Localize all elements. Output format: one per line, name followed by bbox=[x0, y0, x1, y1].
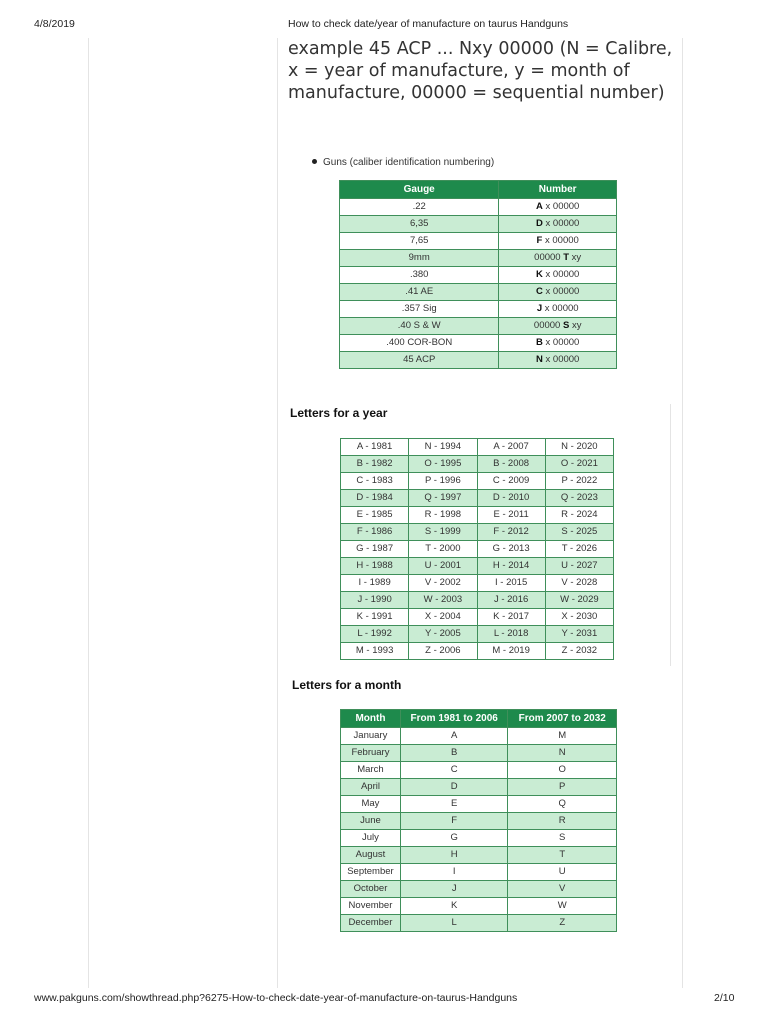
year-cell: U - 2001 bbox=[409, 558, 477, 575]
period2-letter-cell: M bbox=[508, 728, 617, 745]
year-cell: Q - 1997 bbox=[409, 490, 477, 507]
period2-letter-cell: V bbox=[508, 881, 617, 898]
year-cell: G - 2013 bbox=[477, 541, 545, 558]
year-cell: Y - 2005 bbox=[409, 626, 477, 643]
period1-letter-cell: D bbox=[400, 779, 508, 796]
gauge-cell: 9mm bbox=[340, 250, 499, 267]
gauge-cell: 7,65 bbox=[340, 233, 499, 250]
month-name-cell: May bbox=[341, 796, 401, 813]
gauge-cell: .40 S & W bbox=[340, 318, 499, 335]
month-column-header: Month bbox=[341, 710, 401, 728]
table-row bbox=[340, 199, 617, 216]
period1-letter-cell: J bbox=[400, 881, 508, 898]
period2-letter-cell: Q bbox=[508, 796, 617, 813]
year-cell: Y - 2031 bbox=[545, 626, 613, 643]
table-row bbox=[340, 250, 617, 267]
year-cell: C - 1983 bbox=[341, 473, 409, 490]
gauge-cell: 6,35 bbox=[340, 216, 499, 233]
period2-letter-cell: W bbox=[508, 898, 617, 915]
gauge-cell: .400 COR-BON bbox=[340, 335, 499, 352]
number-cell bbox=[499, 335, 617, 352]
number-prefix: 00000 bbox=[534, 252, 564, 263]
year-cell: V - 2028 bbox=[545, 575, 613, 592]
year-cell: C - 2009 bbox=[477, 473, 545, 490]
year-cell: Z - 2006 bbox=[409, 643, 477, 660]
table-row bbox=[341, 592, 614, 609]
table-row bbox=[340, 233, 617, 250]
gauge-cell: .41 AE bbox=[340, 284, 499, 301]
period1-letter-cell: K bbox=[400, 898, 508, 915]
month-name-cell: April bbox=[341, 779, 401, 796]
table-row bbox=[341, 558, 614, 575]
table-row bbox=[340, 301, 617, 318]
number-suffix: x 00000 bbox=[542, 354, 580, 365]
gauge-cell: 45 ACP bbox=[340, 352, 499, 369]
period1-letter-cell: E bbox=[400, 796, 508, 813]
caliber-bullet bbox=[312, 157, 494, 168]
period2-column-header: From 2007 to 2032 bbox=[508, 710, 617, 728]
number-suffix: x 00000 bbox=[542, 235, 579, 246]
period2-letter-cell: Z bbox=[508, 915, 617, 932]
bullet-dot-icon bbox=[312, 159, 317, 164]
number-column-header: Number bbox=[499, 181, 617, 199]
year-cell: X - 2004 bbox=[409, 609, 477, 626]
table-row bbox=[340, 318, 617, 335]
number-suffix: x 00000 bbox=[542, 286, 580, 297]
caliber-letter: K bbox=[536, 269, 543, 280]
period1-column-header: From 1981 to 2006 bbox=[400, 710, 508, 728]
period2-letter-cell: R bbox=[508, 813, 617, 830]
month-name-cell: August bbox=[341, 847, 401, 864]
year-cell: T - 2026 bbox=[545, 541, 613, 558]
month-name-cell: January bbox=[341, 728, 401, 745]
gauge-cell: .380 bbox=[340, 267, 499, 284]
year-cell: D - 2010 bbox=[477, 490, 545, 507]
year-cell: S - 2025 bbox=[545, 524, 613, 541]
year-cell: W - 2003 bbox=[409, 592, 477, 609]
month-name-cell: November bbox=[341, 898, 401, 915]
year-cell: B - 2008 bbox=[477, 456, 545, 473]
print-date: 4/8/2019 bbox=[34, 18, 75, 30]
period2-letter-cell: N bbox=[508, 745, 617, 762]
table-row bbox=[340, 335, 617, 352]
year-cell: X - 2030 bbox=[545, 609, 613, 626]
table-row bbox=[341, 762, 617, 779]
table-row bbox=[341, 524, 614, 541]
caliber-table-header bbox=[340, 181, 617, 199]
year-cell: F - 2012 bbox=[477, 524, 545, 541]
column-divider-right bbox=[682, 38, 683, 988]
year-cell: W - 2029 bbox=[545, 592, 613, 609]
year-cell: T - 2000 bbox=[409, 541, 477, 558]
table-row bbox=[341, 830, 617, 847]
period1-letter-cell: I bbox=[400, 864, 508, 881]
table-row bbox=[341, 541, 614, 558]
month-table-header bbox=[341, 710, 617, 728]
number-cell bbox=[499, 250, 617, 267]
print-url: www.pakguns.com/showthread.php?6275-How-to-check-date-year-of-manufacture-on-taurus-Handguns bbox=[34, 992, 518, 1004]
year-cell: O - 1995 bbox=[409, 456, 477, 473]
number-cell bbox=[499, 352, 617, 369]
month-letters-table bbox=[340, 709, 617, 932]
column-divider-content bbox=[277, 38, 278, 988]
year-cell: Z - 2032 bbox=[545, 643, 613, 660]
period1-letter-cell: H bbox=[400, 847, 508, 864]
period1-letter-cell: C bbox=[400, 762, 508, 779]
period1-letter-cell: G bbox=[400, 830, 508, 847]
year-cell: A - 1981 bbox=[341, 439, 409, 456]
period1-letter-cell: B bbox=[400, 745, 508, 762]
lead-paragraph: example 45 ACP ... Nxy 00000 (N = Calibre, x = year of manufacture, y = month of manufacture, 00000 = sequential number) bbox=[288, 39, 673, 103]
year-cell: J - 1990 bbox=[341, 592, 409, 609]
table-row bbox=[341, 915, 617, 932]
number-cell bbox=[499, 267, 617, 284]
period2-letter-cell: P bbox=[508, 779, 617, 796]
year-cell: N - 2020 bbox=[545, 439, 613, 456]
number-suffix: xy bbox=[569, 320, 582, 331]
year-cell: G - 1987 bbox=[341, 541, 409, 558]
table-row bbox=[341, 847, 617, 864]
gauge-column-header: Gauge bbox=[340, 181, 499, 199]
number-cell bbox=[499, 318, 617, 335]
table-row bbox=[341, 779, 617, 796]
month-name-cell: October bbox=[341, 881, 401, 898]
number-suffix: x 00000 bbox=[542, 269, 580, 280]
year-section-divider bbox=[670, 404, 671, 666]
table-row bbox=[341, 626, 614, 643]
number-prefix: 00000 bbox=[533, 320, 563, 331]
caliber-bullet-text: Guns (caliber identification numbering) bbox=[323, 157, 495, 168]
gauge-cell: .357 Sig bbox=[340, 301, 499, 318]
year-cell: N - 1994 bbox=[409, 439, 477, 456]
month-name-cell: February bbox=[341, 745, 401, 762]
gauge-cell: .22 bbox=[340, 199, 499, 216]
number-cell bbox=[499, 301, 617, 318]
number-suffix: x 00000 bbox=[542, 303, 579, 314]
month-name-cell: September bbox=[341, 864, 401, 881]
table-row bbox=[341, 796, 617, 813]
period2-letter-cell: O bbox=[508, 762, 617, 779]
year-cell: P - 1996 bbox=[409, 473, 477, 490]
year-cell: I - 2015 bbox=[477, 575, 545, 592]
year-section-title: Letters for a year bbox=[290, 406, 388, 420]
year-cell: K - 1991 bbox=[341, 609, 409, 626]
year-cell: M - 1993 bbox=[341, 643, 409, 660]
table-row bbox=[341, 881, 617, 898]
table-row bbox=[341, 456, 614, 473]
caliber-table bbox=[339, 180, 617, 369]
caliber-letter: F bbox=[536, 235, 543, 246]
caliber-letter: D bbox=[536, 218, 543, 229]
year-cell: H - 2014 bbox=[477, 558, 545, 575]
year-cell: L - 2018 bbox=[477, 626, 545, 643]
table-row bbox=[341, 813, 617, 830]
column-divider-left bbox=[88, 38, 89, 988]
month-section-title: Letters for a month bbox=[292, 678, 402, 692]
period2-letter-cell: T bbox=[508, 847, 617, 864]
table-row bbox=[341, 864, 617, 881]
number-suffix: x 00000 bbox=[542, 201, 580, 212]
year-cell: F - 1986 bbox=[341, 524, 409, 541]
year-cell: U - 2027 bbox=[545, 558, 613, 575]
year-cell: J - 2016 bbox=[477, 592, 545, 609]
caliber-letter: S bbox=[562, 320, 570, 331]
year-letters-table bbox=[340, 438, 614, 660]
caliber-letter: J bbox=[536, 303, 543, 314]
period1-letter-cell: F bbox=[400, 813, 508, 830]
year-cell: V - 2002 bbox=[409, 575, 477, 592]
number-suffix: x 00000 bbox=[542, 337, 580, 348]
year-cell: L - 1992 bbox=[341, 626, 409, 643]
year-cell: D - 1984 bbox=[341, 490, 409, 507]
period1-letter-cell: L bbox=[400, 915, 508, 932]
number-cell bbox=[499, 284, 617, 301]
caliber-letter: C bbox=[536, 286, 543, 297]
table-row bbox=[340, 284, 617, 301]
year-cell: R - 2024 bbox=[545, 507, 613, 524]
year-cell: B - 1982 bbox=[341, 456, 409, 473]
year-cell: I - 1989 bbox=[341, 575, 409, 592]
table-row bbox=[340, 216, 617, 233]
year-cell: A - 2007 bbox=[477, 439, 545, 456]
period1-letter-cell: A bbox=[400, 728, 508, 745]
number-cell bbox=[499, 233, 617, 250]
table-row bbox=[341, 490, 614, 507]
caliber-letter: T bbox=[563, 252, 570, 263]
year-cell: E - 2011 bbox=[477, 507, 545, 524]
number-suffix: x 00000 bbox=[542, 218, 580, 229]
year-cell: H - 1988 bbox=[341, 558, 409, 575]
number-cell bbox=[499, 216, 617, 233]
table-row bbox=[341, 575, 614, 592]
month-name-cell: June bbox=[341, 813, 401, 830]
month-name-cell: July bbox=[341, 830, 401, 847]
period2-letter-cell: U bbox=[508, 864, 617, 881]
year-cell: K - 2017 bbox=[477, 609, 545, 626]
period2-letter-cell: S bbox=[508, 830, 617, 847]
table-row bbox=[341, 728, 617, 745]
year-cell: R - 1998 bbox=[409, 507, 477, 524]
table-row bbox=[341, 507, 614, 524]
table-row bbox=[341, 643, 614, 660]
table-row bbox=[340, 352, 617, 369]
year-cell: E - 1985 bbox=[341, 507, 409, 524]
year-cell: P - 2022 bbox=[545, 473, 613, 490]
caliber-letter: N bbox=[536, 354, 543, 365]
table-row bbox=[341, 473, 614, 490]
table-row bbox=[341, 898, 617, 915]
table-row bbox=[341, 745, 617, 762]
number-cell bbox=[499, 199, 617, 216]
caliber-letter: A bbox=[536, 201, 543, 212]
table-row bbox=[340, 267, 617, 284]
caliber-letter: B bbox=[536, 337, 543, 348]
year-cell: S - 1999 bbox=[409, 524, 477, 541]
print-page-number: 2/10 bbox=[714, 992, 735, 1004]
table-row bbox=[341, 609, 614, 626]
year-cell: Q - 2023 bbox=[545, 490, 613, 507]
year-cell: M - 2019 bbox=[477, 643, 545, 660]
table-row bbox=[341, 439, 614, 456]
month-name-cell: December bbox=[341, 915, 401, 932]
number-suffix: xy bbox=[569, 252, 582, 263]
year-cell: O - 2021 bbox=[545, 456, 613, 473]
month-name-cell: March bbox=[341, 762, 401, 779]
print-title: How to check date/year of manufacture on taurus Handguns bbox=[288, 18, 569, 30]
